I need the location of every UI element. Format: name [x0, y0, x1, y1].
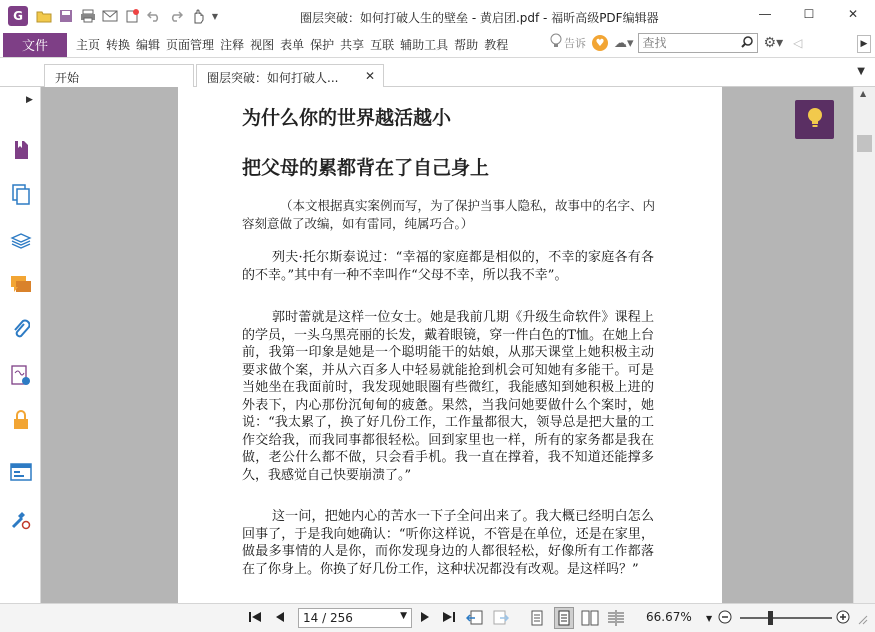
next-page-icon[interactable]	[420, 610, 430, 624]
zoom-in-icon[interactable]	[836, 610, 850, 624]
form-fields-icon[interactable]	[10, 461, 32, 483]
tell-me-label[interactable]: 告诉	[564, 37, 586, 50]
page-heading-1: 为什么你的世界越活越小	[242, 107, 452, 129]
navigation-panel	[0, 87, 41, 603]
pages-icon[interactable]	[10, 184, 32, 206]
menu-help[interactable]: 帮助	[454, 38, 479, 52]
page-paragraph: 郭时蕾就是这样一位女士。她是我前几期《升级生命软件》课程上的学员，一头乌黑亮丽的长发，戴着眼镜，穿一件白色的T恤。在她上台前，我第一印象是她是一个聪明能干的姑娘，从那天课堂上她积极主动要求做个案，并从六百多人中轻易就能抢到机会可知她有多能干。可是当她坐在我面前时，我发现她眼圈有些微红，我能感知到她积极上进的外表下，内心那份沉甸甸的疲惫。果然，当我问她要做什么个案时，她说：“我太累了，换了好几份工作，工作量都很大，领导总是把大量的工作交给我，而我同事都很轻松。回到家里也一样，所有的家务都是我在做，老公什么都不做，只会看手机。我一直在撑着，我不知道还能撑多久，我感觉自己快要崩溃了。”	[242, 310, 654, 483]
menu-convert[interactable]: 转换	[106, 38, 131, 52]
title-bar	[0, 0, 875, 32]
page-paragraph: 列夫·托尔斯泰说过：“幸福的家庭都是相似的，不幸的家庭各有各的不幸。”其中有一种不幸叫作“父母不幸，所以我不幸”。	[242, 250, 654, 283]
last-page-icon[interactable]	[442, 610, 456, 624]
chevron-down-icon[interactable]: ▼	[400, 611, 407, 621]
maximize-icon[interactable]: ☐	[803, 7, 815, 21]
gear-icon[interactable]: ⚙▾	[763, 35, 784, 51]
window-controls	[743, 0, 875, 28]
hand-tool-icon[interactable]	[188, 6, 208, 26]
search-icon[interactable]	[740, 35, 754, 53]
lightbulb-icon[interactable]	[550, 33, 562, 53]
pdf-page	[178, 87, 722, 603]
page-number-value: 14 / 256	[303, 611, 353, 625]
save-icon[interactable]	[56, 6, 76, 26]
zoom-slider-handle[interactable]	[768, 611, 773, 625]
next-view-icon[interactable]	[492, 610, 510, 626]
tab-document[interactable]	[196, 64, 384, 87]
attachments-icon[interactable]	[10, 319, 32, 341]
right-tools	[550, 33, 802, 53]
menu-edit[interactable]: 编辑	[136, 38, 161, 52]
page-paragraph: 这一问，把她内心的苦水一下子全问出来了。我大概已经明白怎么回事了，于是我向她确认：“听你这样说，不管是在单位，还是在家里，做最多事情的人是你，而你发现身边的人都很轻松，好像所有工作都落在了你身上。你换了好几份工作，这种状况都没有改观。是这样吗？”	[242, 509, 654, 577]
scrollbar-thumb[interactable]	[857, 135, 872, 152]
scroll-up-icon[interactable]: ▲	[860, 89, 867, 98]
menu-view[interactable]: 视图	[250, 38, 275, 52]
dropdown-icon[interactable]: ▼	[211, 11, 219, 21]
heart-icon[interactable]: ♥	[592, 35, 608, 51]
close-icon[interactable]: ✕	[847, 7, 859, 21]
search-box[interactable]	[638, 33, 758, 53]
zoom-slider[interactable]	[740, 617, 832, 619]
file-menu-button[interactable]: 文件	[3, 33, 67, 57]
continuous-facing-icon[interactable]	[607, 610, 625, 626]
undo-icon[interactable]	[144, 6, 164, 26]
tab-start[interactable]	[44, 64, 194, 87]
menu-share[interactable]: 共享	[340, 38, 365, 52]
previous-view-icon[interactable]	[466, 610, 484, 626]
previous-page-icon[interactable]	[275, 610, 285, 624]
menu-tutorial[interactable]: 教程	[484, 38, 509, 52]
open-folder-icon[interactable]	[34, 6, 54, 26]
close-tab-icon[interactable]: ✕	[364, 69, 375, 83]
lightbulb-icon	[805, 106, 825, 133]
zoom-dropdown-icon[interactable]: ▼	[706, 614, 713, 623]
first-page-icon[interactable]	[248, 610, 262, 624]
menu-connect[interactable]: 互联	[370, 38, 395, 52]
minimize-icon[interactable]: ―	[759, 7, 771, 21]
menu-comment[interactable]: 注释	[220, 38, 245, 52]
continuous-view-icon[interactable]	[554, 607, 574, 629]
page-number-input[interactable]	[298, 608, 412, 628]
security-icon[interactable]	[10, 409, 32, 431]
menu-organize[interactable]: 页面管理	[166, 38, 215, 52]
tab-label: 圈层突破：如何打破人...	[207, 71, 339, 85]
page-note: （本文根据真实案例而写，为了保护当事人隐私，故事中的名字、内容刻意做了改编，如有雷同，纯属巧合。）	[242, 198, 656, 231]
menu-accessibility[interactable]: 辅助工具	[400, 38, 449, 52]
menu-items	[73, 36, 511, 53]
search-input[interactable]	[643, 36, 739, 50]
facing-view-icon[interactable]	[581, 610, 599, 626]
zoom-out-icon[interactable]	[718, 610, 732, 624]
smart-tips-button[interactable]	[795, 100, 834, 139]
expand-panel-icon[interactable]: ▶	[26, 95, 33, 105]
cloud-icon[interactable]: ☁▾	[614, 35, 634, 51]
tab-bar	[0, 58, 875, 87]
single-page-view-icon[interactable]	[530, 610, 544, 626]
layers-icon[interactable]	[10, 230, 32, 252]
tab-label: 开始	[55, 71, 80, 85]
document-canvas[interactable]	[41, 87, 853, 603]
resize-grip-icon[interactable]	[858, 615, 868, 625]
status-bar	[0, 603, 875, 632]
print-icon[interactable]	[78, 6, 98, 26]
zoom-level[interactable]: 66.67%	[646, 610, 692, 624]
page-heading-2: 把父母的累都背在了自己身上	[242, 157, 490, 179]
bookmark-icon[interactable]	[10, 139, 32, 161]
comments-icon[interactable]	[10, 274, 32, 296]
menu-home[interactable]: 主页	[76, 38, 101, 52]
new-icon[interactable]	[122, 6, 142, 26]
app-logo[interactable]: G	[8, 6, 28, 26]
menu-form[interactable]: 表单	[280, 38, 305, 52]
redo-icon[interactable]	[166, 6, 186, 26]
chevron-right-icon[interactable]: ▶	[857, 35, 871, 53]
window-title: 圈层突破：如何打破人生的壁垒 - 黄启团.pdf - 福昕高级PDF编辑器	[300, 11, 659, 25]
quick-access-toolbar	[34, 6, 222, 26]
email-icon[interactable]	[100, 6, 120, 26]
tab-list-dropdown-icon[interactable]: ▼	[857, 66, 865, 77]
ribbon-nav-arrows[interactable]: ◁	[793, 36, 803, 50]
vertical-scrollbar[interactable]	[853, 87, 875, 603]
menu-protect[interactable]: 保护	[310, 38, 335, 52]
tools-icon[interactable]	[10, 508, 32, 530]
menu-bar	[0, 32, 875, 58]
signature-icon[interactable]	[10, 365, 32, 387]
